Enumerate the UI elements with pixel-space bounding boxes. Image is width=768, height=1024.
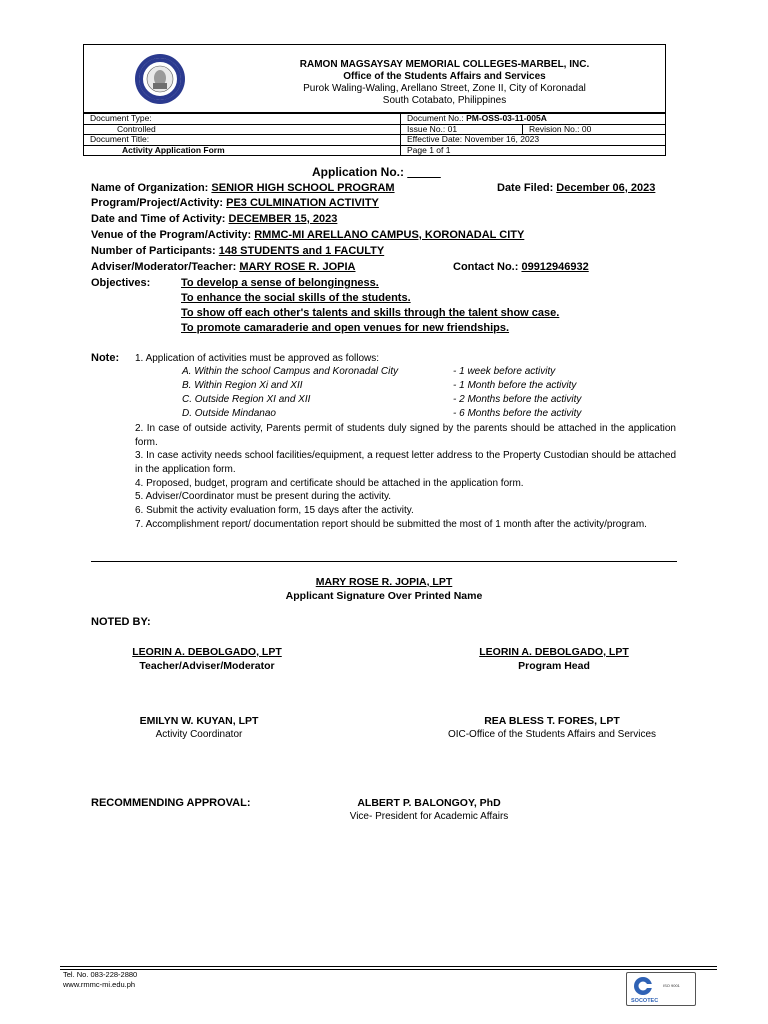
program-head-signature (454, 645, 654, 673)
doc-type-label: Document Type: (84, 114, 401, 125)
note-label: Note: (91, 352, 120, 364)
date-filed-line: Date Filed: December 06, 2023 (497, 182, 656, 194)
note-sub-time: - 1 Month before the activity (453, 380, 577, 391)
coordinator-name: EMILYN W. KUYAN, LPT (139, 715, 259, 727)
revision-no: Revision No.: 00 (523, 124, 666, 135)
oic-signature (412, 714, 692, 742)
page-number: Page 1 of 1 (401, 145, 666, 156)
note-item-6: 6. Submit the activity evaluation form, 15 days after the activity. (135, 505, 414, 516)
contact-value: 09912946932 (521, 261, 589, 273)
note-item-1: 1. Application of activities must be approved as follows: (135, 353, 380, 364)
doc-type-value: Controlled (84, 124, 401, 135)
venue-line: Venue of the Program/Activity: RMMC-MI ARELLANO CAMPUS, KORONADAL CITY (91, 229, 525, 241)
note-item-2: 2. In case of outside activity, Parents permit of students duly signed by the parents should be attached in the application form. (135, 423, 676, 448)
objective-item: To develop a sense of belongingness. (181, 277, 379, 289)
application-no: Application No.: _____ (312, 165, 441, 179)
applicant-name: MARY ROSE R. JOPIA, LPT (315, 576, 453, 588)
adviser-signature (107, 645, 307, 673)
adviser-value: MARY ROSE R. JOPIA (239, 261, 356, 273)
venue-value: RMMC-MI ARELLANO CAMPUS, KORONADAL CITY (254, 229, 525, 241)
note-item-3: 3. In case activity needs school facilities/equipment, a request letter address to the Property Custodian should be attached in the application form. (135, 450, 676, 475)
contact-line: Contact No.: 09912946932 (453, 261, 589, 273)
certification-badge (626, 972, 696, 1006)
section-divider (91, 561, 677, 562)
coordinator-signature (99, 714, 299, 742)
adviser-title: Teacher/Adviser/Moderator (139, 660, 275, 672)
note-sub-place: D. Outside Mindanao (182, 408, 276, 419)
socotec-logo-icon (627, 973, 695, 1005)
note-sub-place: C. Outside Region XI and XII (182, 394, 311, 405)
date-filed-value: December 06, 2023 (556, 182, 656, 194)
address-line-1: Purok Waling-Waling, Arellano Street, Zone II, City of Koronadal (303, 83, 586, 94)
footer-web: www.rmmc-mi.edu.ph (63, 980, 136, 989)
issue-no: Issue No.: 01 (401, 124, 523, 135)
org-value: SENIOR HIGH SCHOOL PROGRAM (211, 182, 395, 194)
oic-name: REA BLESS T. FORES, LPT (484, 715, 620, 727)
objectives-label: Objectives: (91, 277, 151, 289)
note-item-4: 4. Proposed, budget, program and certificate should be attached in the application form. (135, 478, 524, 489)
head-title: Program Head (518, 660, 590, 672)
datetime-line: Date and Time of Activity: DECEMBER 15, 2023 (91, 213, 338, 225)
note-sub-time: - 6 Months before the activity (453, 408, 582, 419)
applicant-caption: Applicant Signature Over Printed Name (285, 590, 483, 602)
doc-title-label: Document Title: (84, 135, 401, 146)
objective-item: To show off each other's talents and skills through the talent show case. (181, 307, 560, 319)
adviser-line: Adviser/Moderator/Teacher: MARY ROSE R. JOPIA (91, 261, 356, 273)
document-control-table (83, 113, 666, 156)
vp-title: Vice- President for Academic Affairs (349, 811, 509, 822)
program-value: PE3 CULMINATION ACTIVITY (226, 197, 379, 209)
document-header (83, 44, 666, 113)
doc-title-value: Activity Application Form (84, 145, 401, 156)
cert-iso-text: ISO 9001 (663, 983, 680, 988)
note-item-7: 7. Accomplishment report/ documentation report should be submitted the most of 1 month after the activity/program. (135, 519, 647, 530)
head-name: LEORIN A. DEBOLGADO, LPT (479, 646, 629, 658)
objective-item: To promote camaraderie and open venues for new friendships. (181, 322, 510, 334)
doc-no-cell: Document No.: PM-OSS-03-11-005A (401, 114, 666, 125)
vp-signature (314, 796, 544, 824)
note-sub-time: - 1 week before activity (453, 366, 556, 377)
note-sub-place: A. Within the school Campus and Koronadal City (182, 366, 399, 377)
cert-mark-text: SOCOTEC (631, 998, 659, 1004)
doc-no-value: PM-OSS-03-11-005A (466, 113, 547, 123)
school-seal-icon (134, 53, 186, 105)
note-sub-time: - 2 Months before the activity (453, 394, 582, 405)
address-line-2: South Cotabato, Philippines (382, 95, 507, 106)
oic-title: OIC-Office of the Students Affairs and Services (447, 729, 657, 740)
participants-line: Number of Participants: 148 STUDENTS and 1 FACULTY (91, 245, 385, 257)
datetime-value: DECEMBER 15, 2023 (228, 213, 338, 225)
office-name: Office of the Students Affairs and Services (343, 71, 546, 82)
school-name: RAMON MAGSAYSAY MEMORIAL COLLEGES-MARBEL, INC. (299, 59, 590, 70)
note-item-5: 5. Adviser/Coordinator must be present during the activity. (135, 491, 392, 502)
note-sub-place: B. Within Region Xi and XII (182, 380, 303, 391)
footer-tel: Tel. No. 083-228-2880 (63, 970, 138, 979)
org-line: Name of Organization: SENIOR HIGH SCHOOL PROGRAM (91, 182, 395, 194)
footer-rule (60, 966, 717, 967)
adviser-name: LEORIN A. DEBOLGADO, LPT (132, 646, 282, 658)
coordinator-title: Activity Coordinator (155, 729, 243, 740)
footer-rule (60, 969, 717, 970)
applicant-signature (284, 575, 484, 603)
noted-by-label: NOTED BY: (91, 616, 151, 628)
program-line: Program/Project/Activity: PE3 CULMINATION ACTIVITY (91, 197, 379, 209)
objective-item: To enhance the social skills of the students. (181, 292, 411, 304)
vp-name: ALBERT P. BALONGOY, PhD (357, 797, 501, 809)
recommending-approval-label: RECOMMENDING APPROVAL: (91, 797, 251, 809)
participants-value: 148 STUDENTS and 1 FACULTY (218, 245, 385, 257)
effective-date: Effective Date: November 16, 2023 (401, 135, 666, 146)
